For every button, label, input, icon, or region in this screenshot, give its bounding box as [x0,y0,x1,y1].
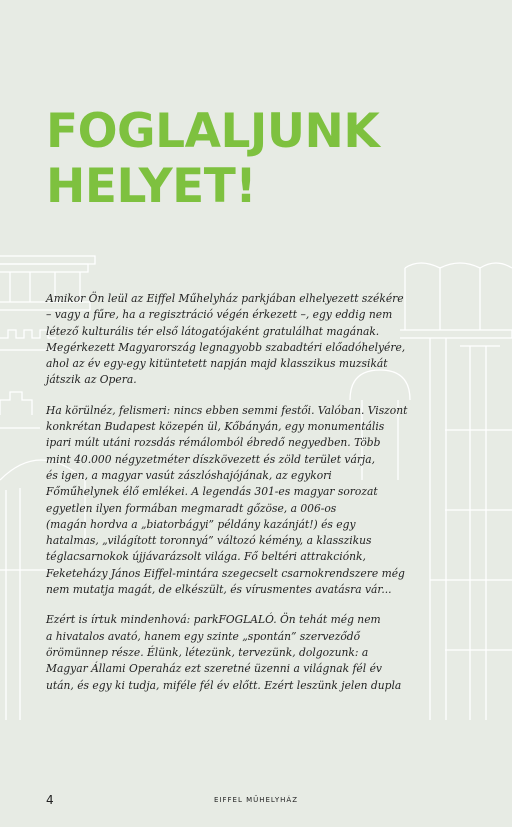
text-line: Ha körülnéz, felismeri: nincs ebben semmi festői. Valóban. Viszont [46,403,408,417]
text-line: egyetlen ilyen formában megmaradt gőzöse, a 006-os [46,501,337,515]
text-line: játszik az Opera. [46,373,137,387]
article-body [46,291,466,708]
text-line: téglacsarnokok újjávarázsolt világa. Fő beltéri attrakciónk, [46,550,366,564]
paragraph-1 [46,291,466,389]
text-line: után, és egy ki tudja, miféle fél év előtt. Ezért leszünk jelen dupla [46,678,402,692]
text-line: örömünnep része. Élünk, létezünk, tervezünk, dolgozunk: a [46,645,369,659]
text-line: létező kulturális tér első látogatójaként gratulálhat magának. [46,324,380,338]
title-line-2: HELYET! [46,159,257,214]
paragraph-3 [46,612,466,693]
text-line: Főműhelynek élő emlékei. A legendás 301-es magyar sorozat [46,485,378,499]
text-line: Ezért is írtuk mindenhová: parkFOGLALÓ. Ön tehát még nem [46,613,381,627]
text-line: konkrétan Budapest közepén ül, Kőbányán, egy monumentális [46,420,385,434]
paragraph-2 [46,403,466,599]
text-line: és igen, a magyar vasút zászlóshajójának, az egykori [46,468,332,482]
page-number: 4 [46,793,54,807]
text-line: mint 40.000 négyzetméter díszkövezett és zöld terület várja, [46,452,376,466]
text-line: Magyar Állami Operaház ezt szeretné üzenni a világnak fél év [46,662,382,676]
text-line: ahol az év egy-egy kitüntetett napján majd klasszikus muzsikát [46,357,388,371]
footer-brand: EIFFEL MŰHELYHÁZ [213,796,299,804]
text-line: Feketeházy János Eiffel-mintára szegecselt csarnokrendszere még [46,566,405,580]
text-line: nem mutatja magát, de elkészült, és vírusmentes avatásra vár... [46,583,392,597]
text-line: hatalmas, „világított toronnyá” változó kémény, a klasszikus [46,534,372,548]
title-line-1: FOGLALJUNK [46,104,380,159]
text-line: – vagy a fűre, ha a regisztráció végén érkezett –, egy eddig nem [46,308,393,322]
text-line: a hivatalos avató, hanem egy szinte „spontán” szerveződő [46,629,361,643]
page-title [46,104,379,214]
text-line: (magán hordva a „biatorbágyi” példány kazánját!) és egy [46,517,356,531]
text-line: Megérkezett Magyarország legnagyobb szabadtéri előadóhelyére, [46,340,406,354]
text-line: ipari múlt utáni rozsdás rémálomból ébredő negyedben. Több [46,436,381,450]
text-line: Amikor Ön leül az Eiffel Műhelyház parkjában elhelyezett székére [46,292,404,305]
